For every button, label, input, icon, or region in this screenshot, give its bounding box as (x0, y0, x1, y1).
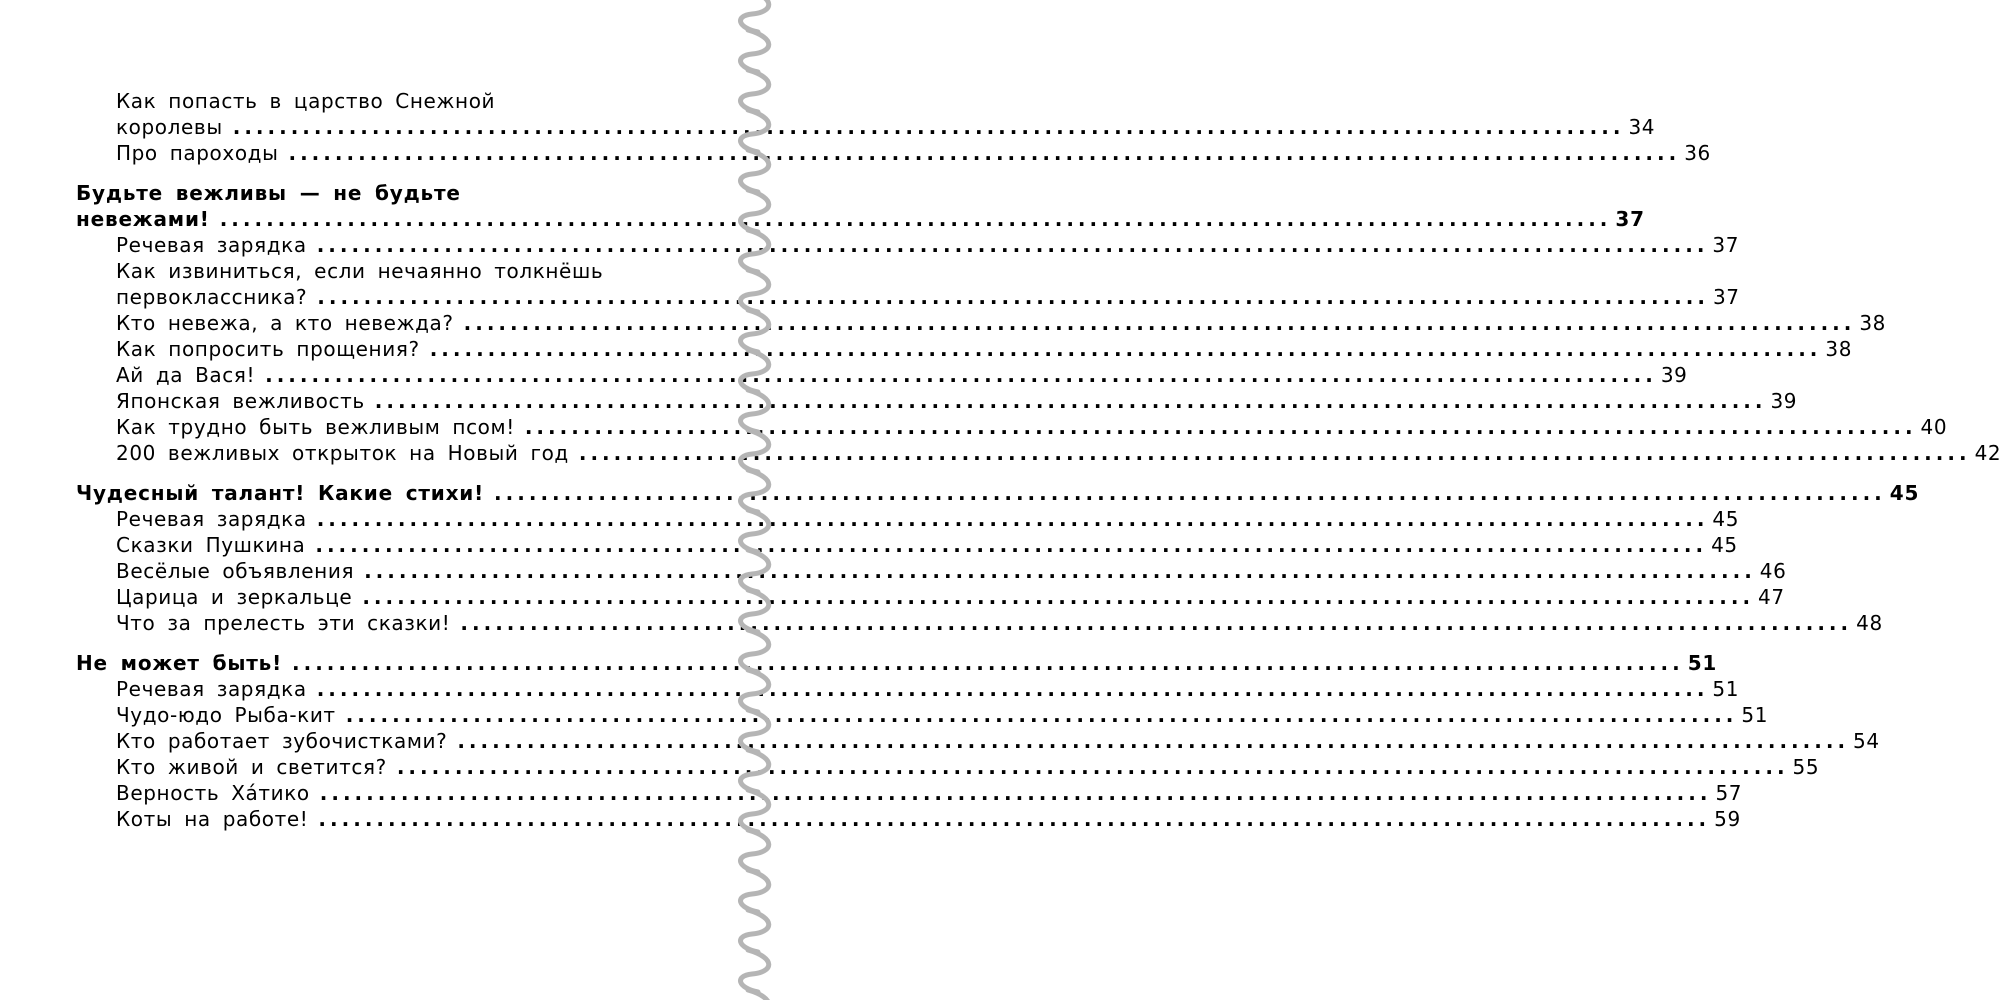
table-of-contents (76, 88, 2001, 832)
dot-leader: ........................................................................................................................ (292, 651, 1684, 675)
page-number: 40 (1920, 415, 1948, 439)
dot-leader: ........................................................................................................................ (396, 755, 1789, 779)
toc-entry-row (76, 284, 1740, 310)
dot-leader: ........................................................................................................................ (524, 415, 1917, 439)
page-number: 36 (1684, 141, 1711, 165)
page-number: 45 (1712, 507, 1740, 531)
page-number: 59 (1714, 807, 1741, 831)
toc-entry-row (76, 388, 1798, 414)
page-number: 51 (1741, 703, 1769, 727)
dot-leader: ........................................................................................................................ (345, 703, 1738, 727)
entry-title: Речевая зарядка (116, 233, 307, 257)
toc-entry-row (76, 336, 1853, 362)
toc-entry-row (76, 440, 2001, 466)
dot-leader: ........................................................................................................................ (316, 233, 1709, 257)
entry-title: Кто живой и светится? (116, 755, 387, 779)
dot-leader: ........................................................................................................................ (288, 141, 1681, 165)
toc-entry-row (76, 806, 1741, 832)
dot-leader: ........................................................................................................................ (429, 337, 1822, 361)
dot-leader: ........................................................................................................................ (578, 441, 1971, 465)
dot-leader: ........................................................................................................................ (319, 781, 1712, 805)
entry-title: Коты на работе! (116, 807, 309, 831)
dot-leader: ........................................................................................................................ (232, 115, 1625, 139)
entry-title: Верность Хáтико (116, 781, 310, 805)
section-title: Не может быть! (76, 651, 282, 675)
page-number: 51 (1712, 677, 1740, 701)
toc-entry-row (76, 728, 1880, 754)
dot-leader: ........................................................................................................................ (457, 729, 1850, 753)
entry-title: Про пароходы (116, 141, 279, 165)
entry-title: Речевая зарядка (116, 507, 307, 531)
toc-entry-row (76, 754, 1820, 780)
dot-leader: ........................................................................................................................ (317, 285, 1709, 309)
page-number: 47 (1758, 585, 1785, 609)
entry-title-line: Как извиниться, если нечаянно толкнёшь (116, 259, 604, 283)
dot-leader: ........................................................................................................................ (374, 389, 1767, 413)
page-number: 38 (1859, 311, 1887, 335)
page-number: 54 (1853, 729, 1880, 753)
toc-entry-row (76, 140, 1711, 166)
entry-title: королевы (116, 115, 223, 139)
page-number: 45 (1711, 533, 1738, 557)
toc-entry-row (76, 414, 1948, 440)
entry-title: Как трудно быть вежливым псом! (116, 415, 515, 439)
toc-entry-row (76, 584, 1785, 610)
wavy-border-icon (708, 0, 800, 1000)
toc-entry-row (76, 676, 1740, 702)
page-number: 48 (1856, 611, 1883, 635)
page-number: 37 (1615, 207, 1645, 231)
dot-leader: ........................................................................................................................ (460, 611, 1853, 635)
toc-entry-row (76, 702, 1769, 728)
entry-title: Чудо-юдо Рыба-кит (116, 703, 336, 727)
toc-section-row (76, 206, 1645, 232)
section-title-line: Будьте вежливы — не будьте (76, 181, 461, 205)
page-number: 51 (1687, 651, 1718, 675)
dot-leader: ........................................................................................................................ (265, 363, 1657, 387)
page-number: 39 (1660, 363, 1688, 387)
section-title: невежами! (76, 207, 210, 231)
section-title: Чудесный талант! Какие стихи! (76, 481, 485, 505)
toc-entry-row (76, 506, 1740, 532)
entry-title: Речевая зарядка (116, 677, 307, 701)
toc-section-row (76, 480, 1920, 506)
dot-leader: ........................................................................................................................ (219, 207, 1612, 231)
toc-entry-row (76, 114, 1656, 140)
toc-entry-row (76, 362, 1688, 388)
dot-leader: ........................................................................................................................ (315, 533, 1708, 557)
dot-leader: ........................................................................................................................ (364, 559, 1756, 583)
page-number: 38 (1825, 337, 1853, 361)
page-number: 39 (1770, 389, 1798, 413)
entry-title: Сказки Пушкина (116, 533, 306, 557)
dot-leader: ........................................................................................................................ (316, 677, 1709, 701)
dot-leader: ........................................................................................................................ (316, 507, 1709, 531)
page-number: 55 (1792, 755, 1820, 779)
toc-entry-row (76, 558, 1787, 584)
dot-leader: ........................................................................................................................ (494, 481, 1886, 505)
entry-title: 200 вежливых открыток на Новый год (116, 441, 569, 465)
page-number: 46 (1759, 559, 1787, 583)
page-number: 37 (1712, 285, 1740, 309)
dot-leader: ........................................................................................................................ (362, 585, 1755, 609)
entry-title: Кто невежа, а кто невежда? (116, 311, 454, 335)
toc-entry-row (76, 310, 1887, 336)
page-number: 37 (1712, 233, 1740, 257)
toc-entry-row (76, 232, 1740, 258)
toc-entry-row (76, 532, 1738, 558)
entry-title: Как попросить прощения? (116, 337, 420, 361)
toc-section-row (76, 650, 1718, 676)
dot-leader: ........................................................................................................................ (463, 311, 1856, 335)
page-number: 42 (1974, 441, 2001, 465)
entry-title: Японская вежливость (116, 389, 365, 413)
entry-title: Ай да Вася! (116, 363, 256, 387)
entry-title-line: Как попасть в царство Снежной (116, 89, 496, 113)
entry-title: Кто работает зубочистками? (116, 729, 448, 753)
entry-title: Весёлые объявления (116, 559, 355, 583)
toc-entry-row (76, 780, 1743, 806)
page-number: 45 (1889, 481, 1920, 505)
entry-title: Что за прелесть эти сказки! (116, 611, 451, 635)
entry-title: Царица и зеркальце (116, 585, 353, 609)
page-number: 34 (1628, 115, 1656, 139)
toc-entry-row (76, 610, 1883, 636)
dot-leader: ........................................................................................................................ (318, 807, 1711, 831)
entry-title: первоклассника? (116, 285, 308, 309)
page-number: 57 (1715, 781, 1743, 805)
